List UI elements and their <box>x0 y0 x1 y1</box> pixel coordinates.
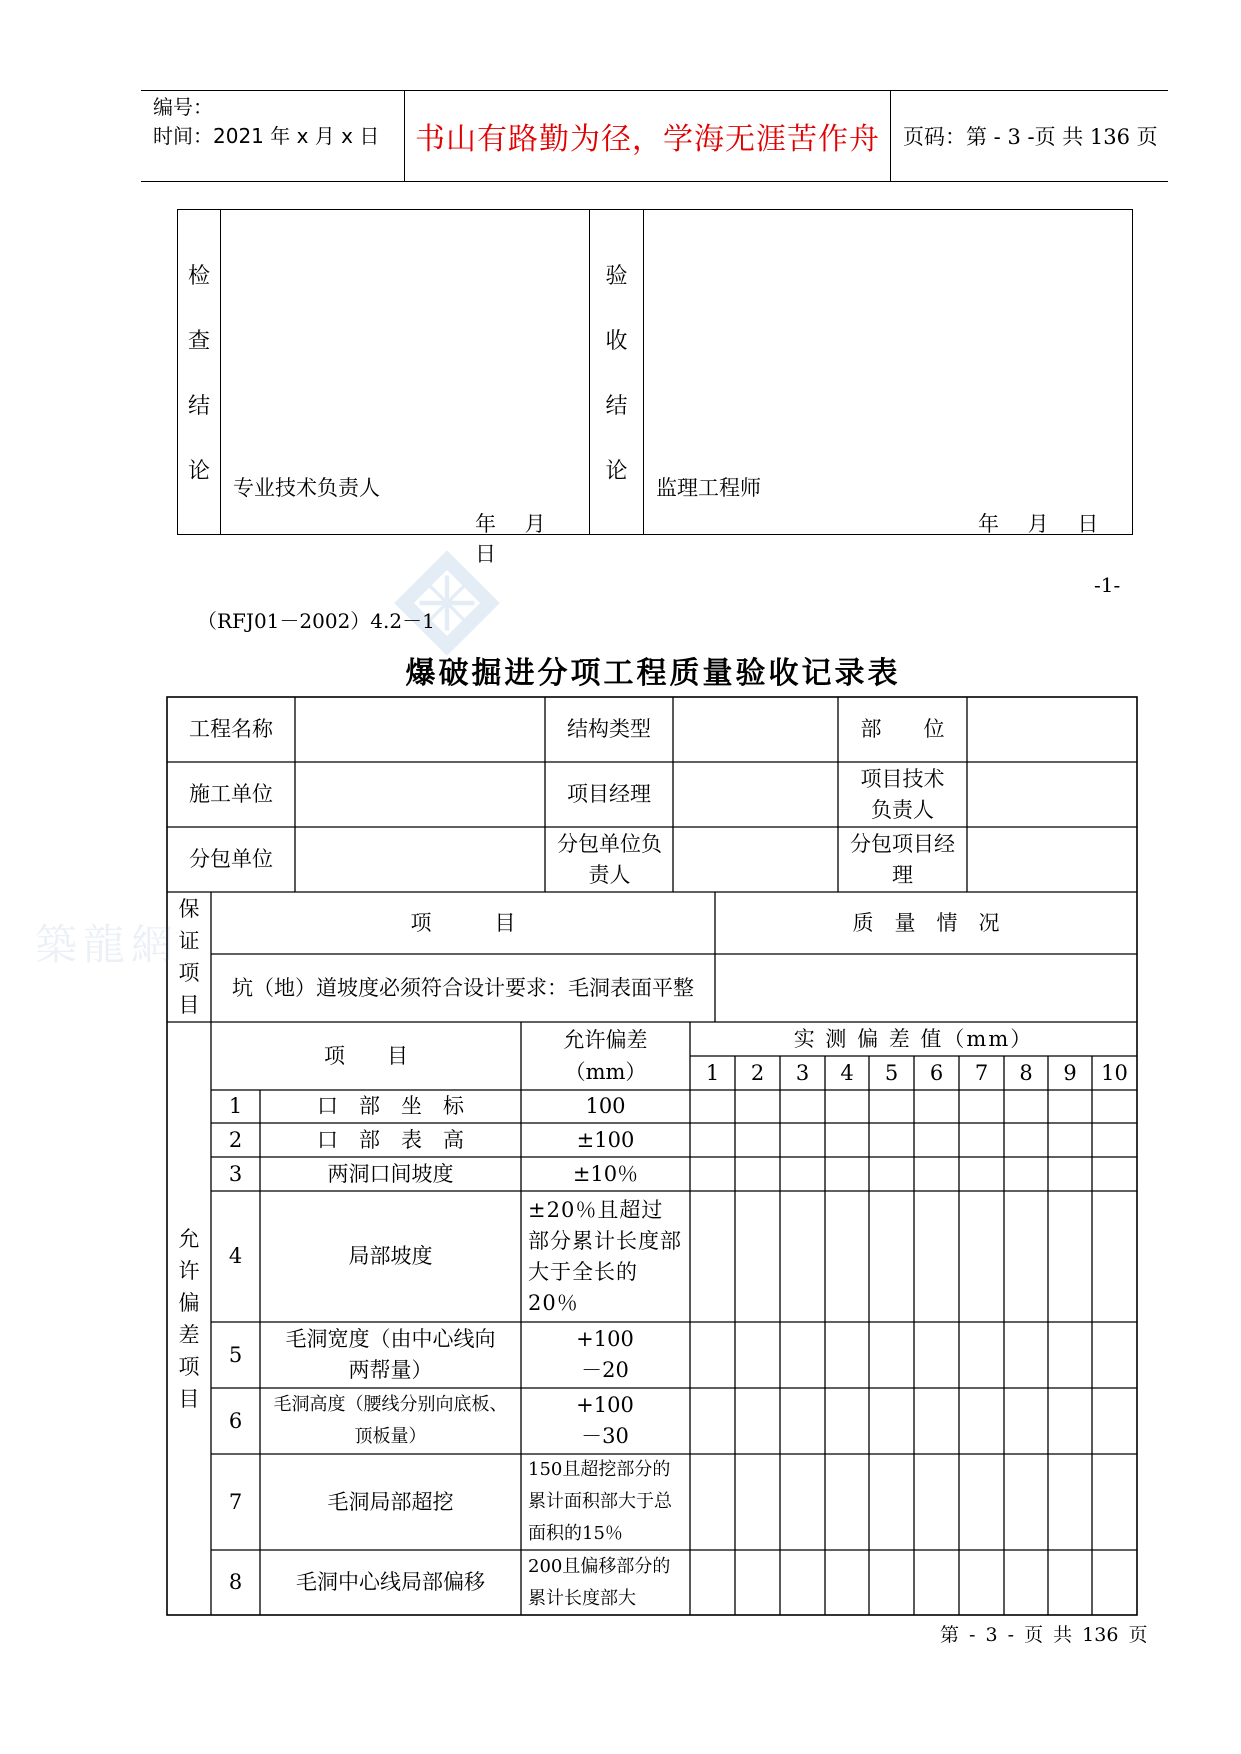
sub-manager-label: 分包项目经 理 <box>850 831 976 887</box>
acceptance-date-label: 年 月 日 <box>978 512 1101 536</box>
row-8-item: 毛洞中心线局部偏移 <box>296 1570 485 1594</box>
form-title: 爆破掘进分项工程质量验收记录表 <box>405 656 901 691</box>
row-8-no: 8 <box>228 1570 243 1594</box>
row-6-item: 毛洞高度（腰线分别向底板、顶板量） <box>273 1394 508 1447</box>
row-6-no: 6 <box>228 1408 243 1433</box>
inspection-date-label: 年 月 日 <box>475 512 548 566</box>
project-manager-value[interactable] <box>673 762 838 827</box>
sub-lead-value[interactable] <box>673 827 838 892</box>
header-meta <box>141 91 404 181</box>
tech-lead-label: 项目技术负责人 <box>860 766 945 822</box>
measure-col-7: 7 <box>974 1060 989 1085</box>
tolerance-label: 允 许 偏 差 项 目 <box>178 1226 200 1411</box>
row-4-no: 4 <box>228 1244 243 1268</box>
location-value[interactable] <box>967 697 1137 762</box>
row-5-no: 5 <box>228 1342 243 1367</box>
row-5-allow: +100 －20 <box>576 1327 634 1382</box>
measured-deviation-header: 实 测 偏 差 值（mm） <box>793 1026 1034 1051</box>
allowed-deviation-header: 允许偏差 （mm） <box>563 1028 648 1084</box>
page-footer: 第 - 3 - 页 共 136 页 <box>940 1624 1148 1646</box>
structure-type-value[interactable] <box>673 697 838 762</box>
row-1-item: 口 部 坐 标 <box>317 1094 464 1118</box>
contractor-value[interactable] <box>295 762 545 827</box>
guarantee-item-header: 项 目 <box>410 910 516 935</box>
subcontractor-value[interactable] <box>295 827 545 892</box>
subcontractor-label: 分包单位 <box>189 847 273 871</box>
measure-col-2: 2 <box>750 1060 765 1085</box>
acceptance-conclusion-label: 验 收 结 论 <box>590 210 644 534</box>
project-manager-label: 项目经理 <box>567 782 651 806</box>
guarantee-content: 坑（地）道坡度必须符合设计要求：毛洞表面平整 <box>232 975 694 1000</box>
row-3-item: 两洞口间坡度 <box>327 1161 454 1186</box>
row-5-item: 毛洞宽度（由中心线向两帮量） <box>285 1327 496 1382</box>
measure-col-10: 10 <box>1101 1060 1128 1085</box>
guarantee-label: 保 证 项 目 <box>178 897 200 1017</box>
measure-col-5: 5 <box>884 1060 899 1085</box>
header-motto: 书山有路勤为径，学海无涯苦作舟 <box>404 91 891 181</box>
acceptance-conclusion-area[interactable] <box>644 210 1132 534</box>
page-marker: -1- <box>1094 573 1121 597</box>
measure-col-4: 4 <box>840 1060 854 1085</box>
project-name-label: 工程名称 <box>189 717 273 741</box>
measure-col-1: 1 <box>705 1060 720 1085</box>
row-8-allow: 200且偏移部分的累计长度部大 <box>528 1555 671 1609</box>
location-label: 部 位 <box>860 717 945 741</box>
tolerance-item-header: 项 目 <box>324 1043 408 1068</box>
project-name-value[interactable] <box>295 697 545 762</box>
inspection-conclusion-area[interactable] <box>221 210 590 566</box>
sub-lead-label: 分包单位负责人 <box>557 831 662 887</box>
form-code: （RFJ01－2002）4.2－1 <box>197 609 435 633</box>
guarantee-quality-header: 质 量 情 况 <box>852 910 1000 935</box>
row-4-item: 局部坡度 <box>348 1244 433 1268</box>
row-7-allow: 150且超挖部分的累计面积部大于总面积的15％ <box>528 1459 672 1544</box>
time-label: 时间：2021 年 x 月 x 日 <box>153 124 380 148</box>
inspection-conclusion-label: 检 查 结 论 <box>178 210 221 534</box>
row-4-allow: ±20％且超过部分累计长度部大于全长的20％ <box>528 1197 682 1315</box>
structure-type-label: 结构类型 <box>567 717 651 741</box>
contractor-label: 施工单位 <box>189 782 273 806</box>
guarantee-quality-value[interactable] <box>715 954 1137 1022</box>
row-7-item: 毛洞局部超挖 <box>327 1489 454 1514</box>
row-1-allow: 100 <box>585 1094 626 1118</box>
row-2-allow: ±100 <box>576 1127 635 1152</box>
row-6-allow: +100 －30 <box>576 1393 634 1448</box>
measure-col-8: 8 <box>1019 1060 1033 1085</box>
conclusion-table <box>177 209 1133 566</box>
tech-lead-signature-label: 专业技术负责人 <box>233 476 380 500</box>
tech-lead-value[interactable] <box>967 762 1137 827</box>
page-header <box>141 90 1168 182</box>
watermark-logo-icon <box>392 548 502 658</box>
watermark-text: 築龍網 <box>35 920 180 969</box>
row-3-no: 3 <box>228 1161 243 1186</box>
header-page-info: 页码：第 - 3 -页 共 136 页 <box>903 125 1158 149</box>
row-2-item: 口 部 表 高 <box>317 1127 464 1152</box>
sub-manager-value[interactable] <box>967 827 1137 892</box>
supervisor-signature-label: 监理工程师 <box>656 476 761 500</box>
measure-col-6: 6 <box>929 1060 944 1085</box>
number-label: 编号： <box>153 95 213 119</box>
row-1-no: 1 <box>228 1094 243 1118</box>
row-3-allow: ±10％ <box>572 1161 639 1186</box>
measure-col-9: 9 <box>1063 1060 1077 1085</box>
row-7-no: 7 <box>228 1489 243 1514</box>
row-2-no: 2 <box>228 1127 243 1152</box>
measure-col-3: 3 <box>795 1060 810 1085</box>
